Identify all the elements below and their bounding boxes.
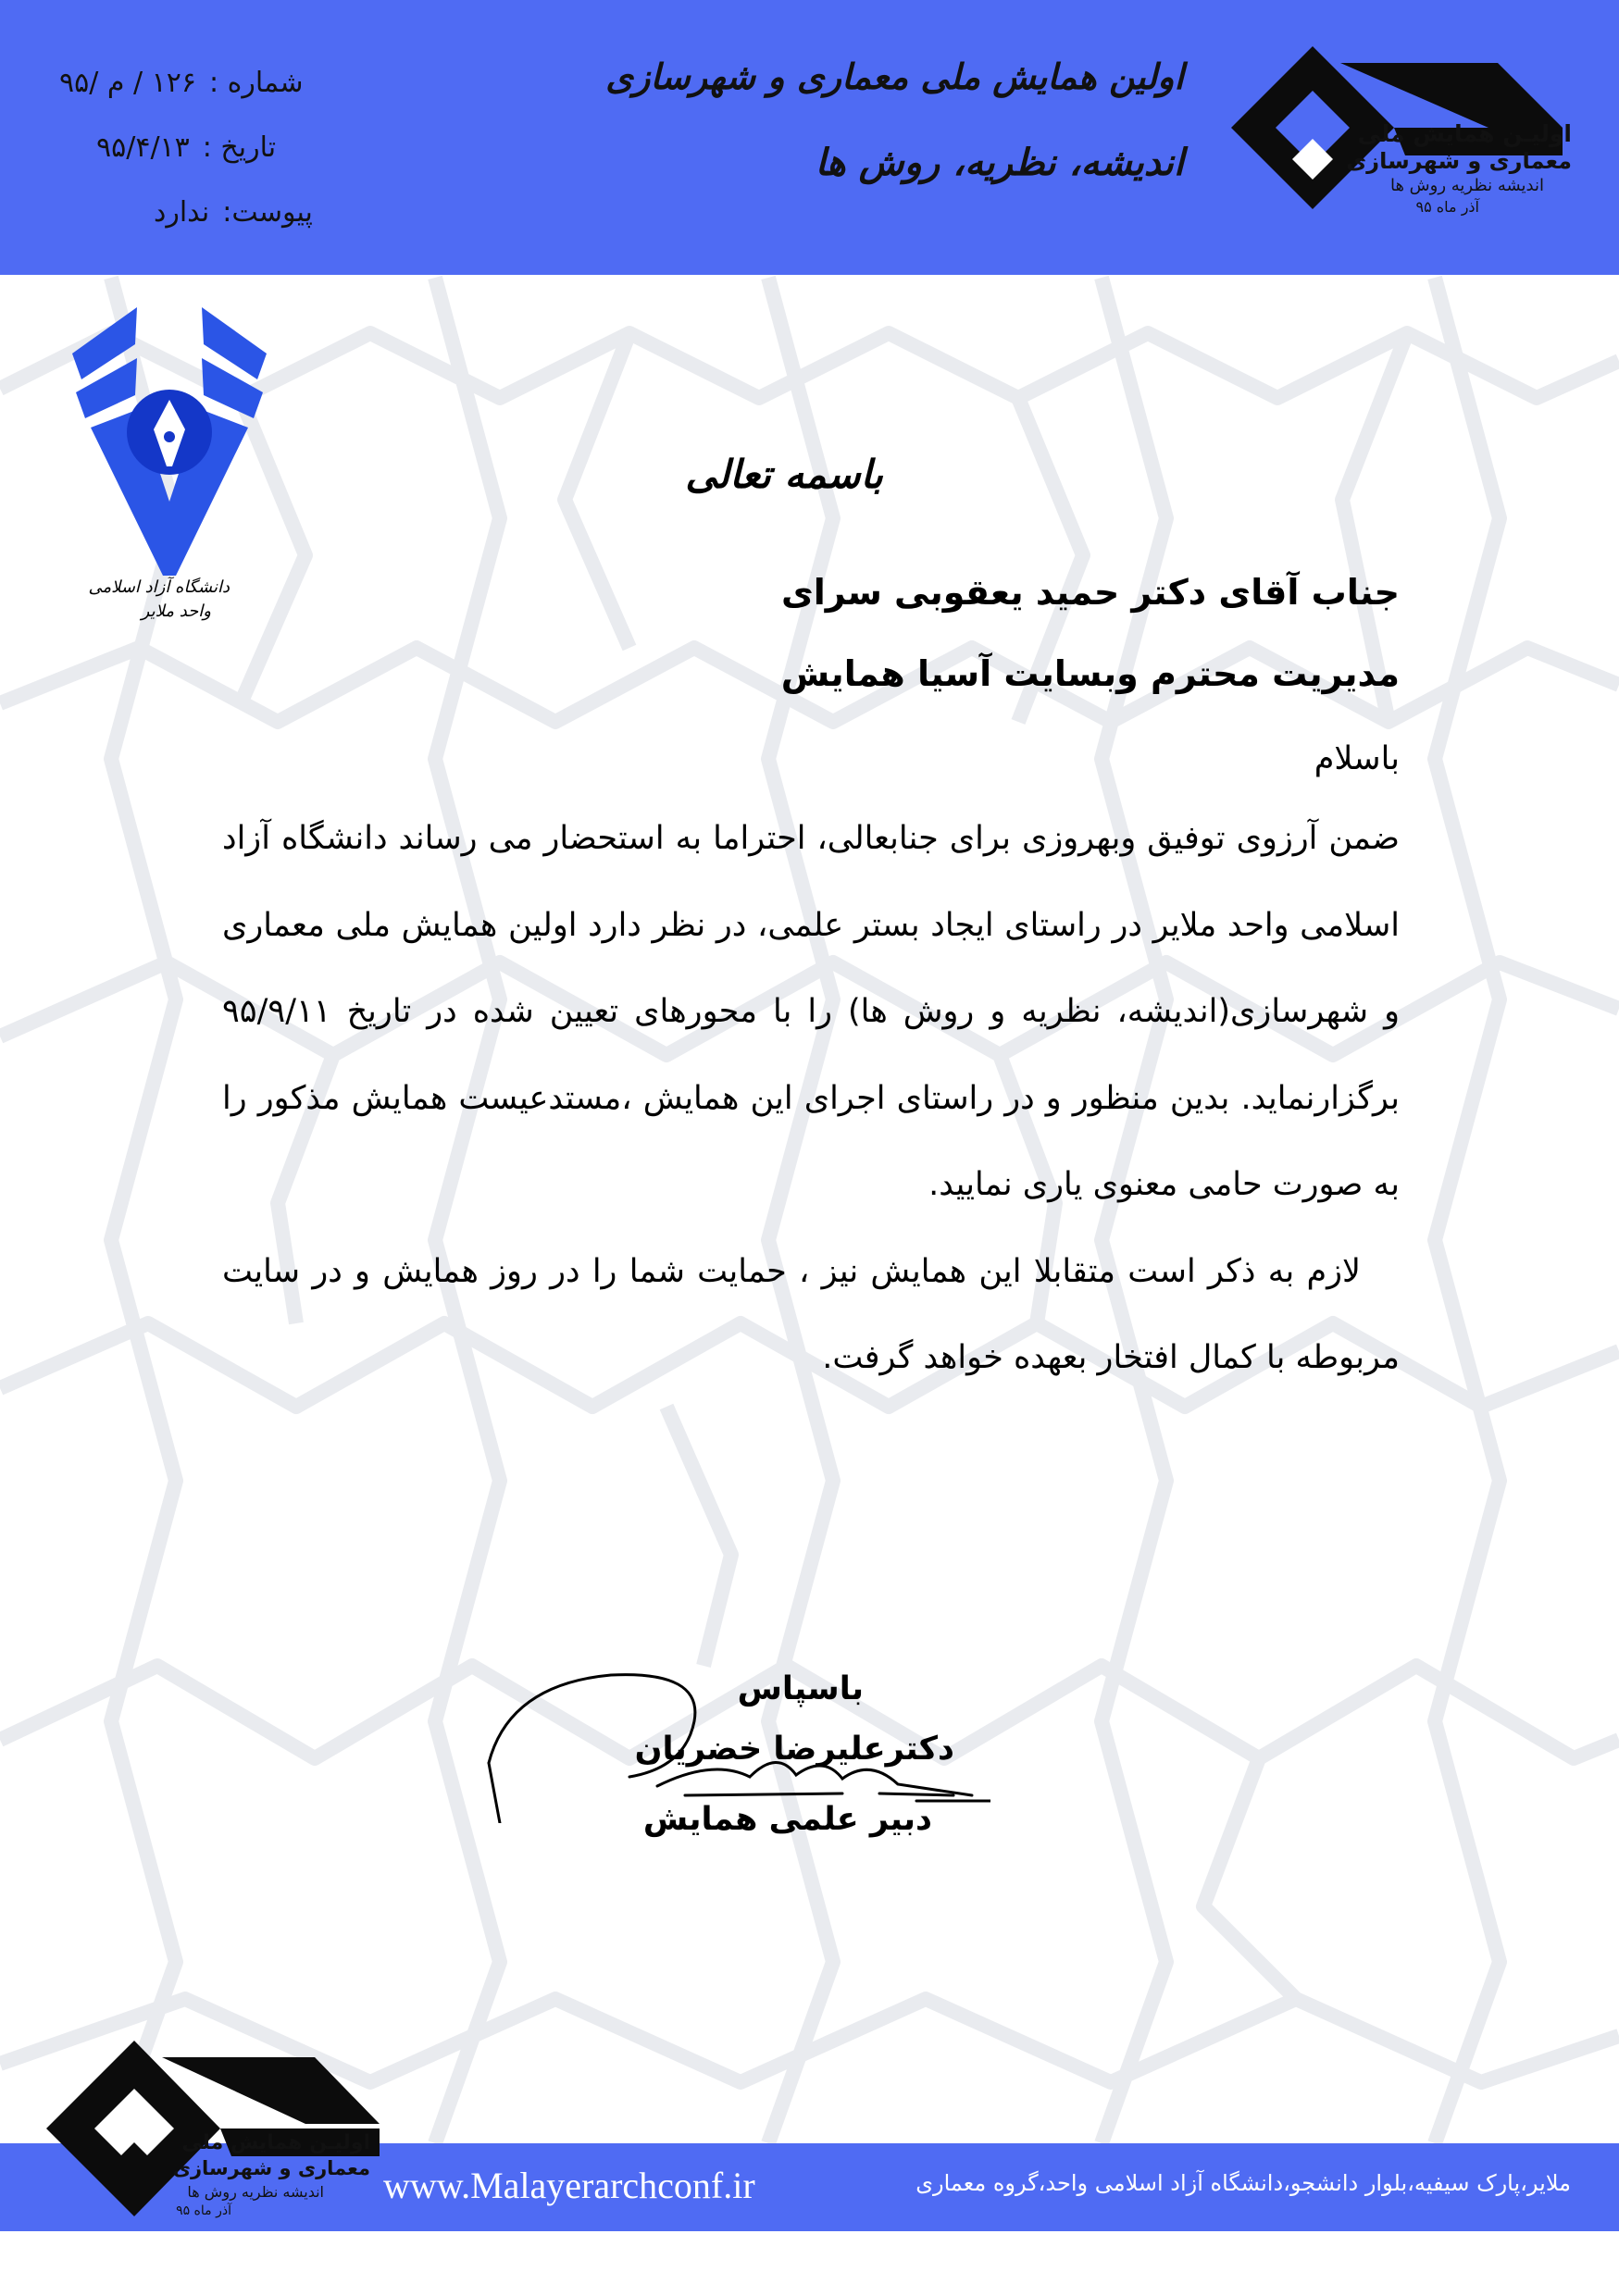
footer-logo-line2: معماری و شهرسازی xyxy=(172,2157,370,2179)
signatory-title: دبیر علمی همایش xyxy=(642,1801,932,1838)
greeting: باسلام xyxy=(1314,740,1400,777)
handwritten-signature xyxy=(472,1666,990,1823)
letter-heading: باسمه تعالی xyxy=(685,452,883,497)
conference-logo xyxy=(1220,35,1581,234)
body-paragraph-1: ضمن آرزوی توفیق وبهروزی برای جنابعالی، احتراما به استحضار می رساند دانشگاه آزاد اسلامی واحد ملایر در راستای ایجاد بستر علمی، در نظر دارد اولین همایش ملی معماری و شهرسازی(اندیشه، نظریه و روش ها) را با محورهای تعیین شده در تاریخ ۹۵/۹/۱۱ برگزارنماید. بدین منظور و در راستای اجرای این همایش ،مستدعیست همایش مذکور را به صورت حامی معنوی یاری نمایید. xyxy=(222,820,1400,1203)
letter-number-value: ۱۲۶ / م /۹۵ xyxy=(59,67,196,99)
conference-title-line2: اندیشه، نظریه، روش ها xyxy=(815,141,1184,184)
letter-attachment-label: پیوست: xyxy=(222,196,313,229)
university-logo xyxy=(72,307,267,640)
logo-line2: معماری و شهرسازی xyxy=(1346,148,1572,174)
letter-date-value: ۹۵/۴/۱۳ xyxy=(96,131,190,164)
letter-date xyxy=(96,131,276,164)
footer-conference-logo xyxy=(37,2031,389,2244)
letter-attachment-value: ندارد xyxy=(154,196,210,229)
addressee-line1: جناب آقای دکتر حمید یعقوبی سرای xyxy=(780,572,1400,613)
signatory-name: دکترعلیرضا خضریان xyxy=(634,1731,954,1768)
letter-attachment xyxy=(154,196,313,229)
signature-closing: باسپاس xyxy=(737,1670,864,1707)
addressee-line2: مدیریت محترم وبسایت آسیا همایش xyxy=(780,653,1400,694)
letter-number xyxy=(59,67,303,99)
letter-number-label: شماره : xyxy=(208,67,304,99)
azad-university-emblem-icon xyxy=(72,307,267,576)
logo-line1: اولیـن همایش ملی xyxy=(1357,120,1572,147)
university-caption-line1: دانشگاه آزاد اسلامی xyxy=(88,577,230,597)
letter-body xyxy=(222,796,1400,1402)
footer-address: ملایر،پارک سیفیه،بلوار دانشجو،دانشگاه آزاد اسلامی واحد،گروه معماری xyxy=(915,2170,1571,2196)
logo-line3: اندیشه نظریه روش ها xyxy=(1389,176,1544,195)
university-caption-line2: واحد ملایر xyxy=(141,602,211,621)
conference-title-line1: اولین همایش ملی معماری و شهرسازی xyxy=(605,56,1184,97)
footer-logo-line4: آذر ماه ۹۵ xyxy=(176,2203,231,2218)
letter-date-label: تاریخ : xyxy=(202,131,277,164)
logo-line4: آذر ماه ۹۵ xyxy=(1415,198,1479,216)
footer-website-link[interactable]: www.Malayerarchconf.ir xyxy=(383,2165,755,2206)
footer-logo-line1: اولیـن همایش ملی xyxy=(181,2131,370,2154)
footer-logo-line3: اندیشه نظریه روش ها xyxy=(187,2183,324,2201)
body-paragraph-2: لازم به ذکر است متقابلا این همایش نیز ، حمایت شما را در روز همایش و در سایت مربوطه با کمال افتخار بعهده خواهد گرفت. xyxy=(222,1252,1400,1376)
